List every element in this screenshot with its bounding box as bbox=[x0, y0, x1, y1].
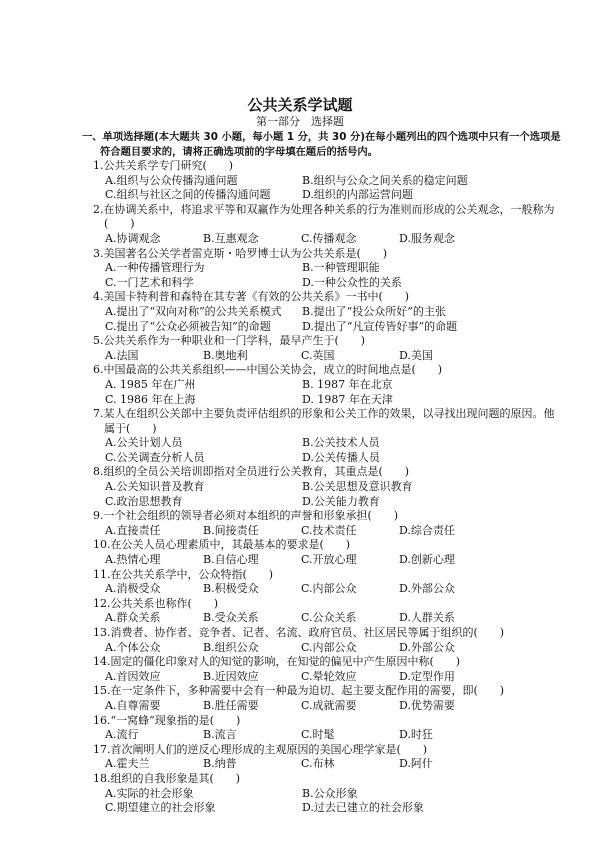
question-item bbox=[0, 159, 600, 203]
option-d: D.服务观念 bbox=[399, 231, 455, 245]
option-b: B.近因效应 bbox=[203, 669, 259, 683]
option-a: A.流行 bbox=[105, 728, 139, 742]
question-item bbox=[0, 203, 600, 247]
option-group bbox=[0, 349, 600, 364]
option-d: D.提出了“凡宣传皆好事”的命题 bbox=[302, 319, 458, 333]
option-d: D.阿什 bbox=[399, 757, 433, 771]
option-c: C.一门艺术和科学 bbox=[105, 275, 194, 289]
option-group bbox=[0, 436, 600, 465]
question-item bbox=[0, 626, 600, 655]
option-group bbox=[0, 480, 600, 509]
question-stem: 2.在协调关系中，将追求平等和双赢作为处理各种关系的行为准则而形成的公关观念，一般称为( ) bbox=[93, 202, 555, 231]
option-group bbox=[0, 378, 600, 407]
question-item bbox=[0, 684, 600, 713]
question-item bbox=[0, 363, 600, 407]
option-b: B.互惠观念 bbox=[203, 231, 259, 245]
option-c: C.成就需要 bbox=[301, 698, 357, 712]
question-item bbox=[0, 407, 600, 465]
option-group bbox=[0, 787, 600, 816]
option-b: B.公关思想及意识教育 bbox=[302, 480, 413, 494]
option-a: A.公关计划人员 bbox=[105, 436, 183, 450]
option-d: D.公关能力教育 bbox=[302, 494, 380, 508]
option-a: A.一种传播管理行为 bbox=[105, 261, 205, 275]
option-a: A.首因效应 bbox=[105, 669, 161, 683]
option-group bbox=[0, 728, 600, 743]
option-d: D.人群关系 bbox=[399, 611, 455, 625]
question-item bbox=[0, 597, 600, 626]
option-a: A.霍夫兰 bbox=[105, 757, 150, 771]
option-c: C.技术责任 bbox=[301, 523, 357, 537]
exam-content bbox=[0, 96, 600, 816]
option-d: D.定型作用 bbox=[399, 669, 455, 683]
option-group bbox=[0, 641, 600, 656]
option-group bbox=[0, 670, 600, 685]
option-a: A.消极受众 bbox=[105, 582, 161, 596]
option-b: B.提出了“投公众所好”的主张 bbox=[302, 304, 446, 318]
option-c: C.提出了“公众必须被告知”的命题 bbox=[105, 319, 271, 333]
option-b: B.组织公众 bbox=[203, 640, 259, 654]
option-b: B.积极受众 bbox=[203, 582, 259, 596]
option-d: D.优势需要 bbox=[399, 698, 455, 712]
option-d: D.创新心理 bbox=[399, 553, 455, 567]
question-stem: 1.公共关系学专门研究( ) bbox=[93, 159, 234, 172]
option-b: B.自信心理 bbox=[203, 553, 259, 567]
question-item bbox=[0, 509, 600, 538]
question-item bbox=[0, 655, 600, 684]
question-item bbox=[0, 465, 600, 509]
option-group bbox=[0, 582, 600, 597]
question-stem: 15.在一定条件下，多种需要中会有一种最为迫切、起主要支配作用的需要，即( ) bbox=[93, 684, 505, 698]
option-c: C.晕轮效应 bbox=[301, 669, 357, 683]
question-stem: 8.组织的全员公关培训即指对全员进行公关教育，其重点是( ) bbox=[93, 465, 410, 479]
question-list bbox=[0, 159, 600, 816]
question-stem: 11.在公共关系学中，公众特指( ) bbox=[93, 567, 274, 581]
option-c: C.英国 bbox=[301, 348, 335, 362]
option-d: D. 1987 年在天津 bbox=[302, 392, 393, 406]
question-stem: 4.美国卡特利普和森特在其专著《有效的公共关系》一书中( ) bbox=[93, 290, 410, 304]
option-c: C.时髦 bbox=[301, 728, 335, 742]
part-subtitle: 第一部分 选择题 bbox=[256, 115, 344, 128]
question-stem: 16.“一窝蜂”现象指的是( ) bbox=[93, 713, 241, 727]
question-item bbox=[0, 714, 600, 743]
question-stem: 3.美国著名公关学者雷克斯・哈罗博士认为公共关系是( ) bbox=[93, 246, 388, 260]
option-b: B.间接责任 bbox=[203, 523, 259, 537]
option-a: A.热情心理 bbox=[105, 553, 161, 567]
question-stem: 12.公共关系也称作( ) bbox=[93, 596, 219, 610]
question-stem: 17.首次阐明人们的逆反心理形成的主观原因的美国心理学家是( ) bbox=[93, 742, 428, 756]
option-a: A. 1985 年在广州 bbox=[105, 377, 196, 391]
option-group bbox=[0, 232, 600, 247]
question-item bbox=[0, 568, 600, 597]
option-a: A.自尊需要 bbox=[105, 698, 161, 712]
question-item bbox=[0, 247, 600, 291]
question-stem: 5.公共关系作为一种职业和一门学科，最早产生于( ) bbox=[93, 334, 366, 348]
question-stem: 10.在公关人员心理素质中，其最基本的要求是( ) bbox=[93, 538, 351, 552]
question-item bbox=[0, 290, 600, 334]
option-c: C.政治思想教育 bbox=[105, 494, 183, 508]
option-group bbox=[0, 611, 600, 626]
question-item bbox=[0, 772, 600, 816]
option-c: C.公众关系 bbox=[301, 611, 357, 625]
question-item bbox=[0, 538, 600, 567]
option-b: B.奥地利 bbox=[203, 348, 248, 362]
option-group bbox=[0, 261, 600, 290]
option-c: C.内部公众 bbox=[301, 582, 357, 596]
option-a: A.直接责任 bbox=[105, 523, 161, 537]
question-item bbox=[0, 743, 600, 772]
question-stem: 6.中国最高的公共关系组织——中国公关协会，成立的时间地点是( ) bbox=[93, 363, 443, 377]
question-stem: 18.组织的自我形象是其( ) bbox=[93, 771, 241, 785]
option-c: C.组织与社区之间的传播沟通问题 bbox=[105, 188, 271, 202]
option-d: D.美国 bbox=[399, 348, 433, 362]
option-a: A.群众关系 bbox=[105, 611, 161, 625]
option-c: C.传播观念 bbox=[301, 231, 357, 245]
option-d: D.组织的内部运营问题 bbox=[302, 188, 413, 202]
question-stem: 13.消费者、协作者、竞争者、记者、名流、政府官员、社区居民等属于组织的( ) bbox=[93, 626, 505, 639]
option-a: A.个体公众 bbox=[105, 640, 161, 654]
option-d: D.过去已建立的社会形象 bbox=[302, 801, 424, 815]
option-d: D.外部公众 bbox=[399, 640, 455, 654]
option-b: B.公众形象 bbox=[302, 786, 358, 800]
page-title: 公共关系学试题 bbox=[247, 96, 353, 114]
option-a: A.法国 bbox=[105, 348, 139, 362]
option-a: A.组织与公众传播沟通问题 bbox=[105, 173, 238, 187]
question-stem: 9.一个社会组织的领导者必须对本组织的声誉和形象承担( ) bbox=[93, 509, 399, 523]
option-c: C. 1986 年在上海 bbox=[105, 392, 196, 406]
option-c: C.期望建立的社会形象 bbox=[105, 801, 216, 815]
question-stem: 14.固定的僵化印象对人的知觉的影响，在知觉的偏见中产生原因中称( ) bbox=[93, 655, 461, 669]
option-group bbox=[0, 553, 600, 568]
option-group bbox=[0, 524, 600, 539]
option-b: B.流言 bbox=[203, 728, 237, 742]
option-d: D.公关传播人员 bbox=[302, 450, 380, 464]
option-group bbox=[0, 305, 600, 334]
question-item bbox=[0, 334, 600, 363]
option-b: B.纳普 bbox=[203, 757, 237, 771]
option-d: D.一种公众性的关系 bbox=[302, 275, 402, 289]
option-b: B.受众关系 bbox=[203, 611, 259, 625]
option-b: B.一种管理职能 bbox=[302, 261, 380, 275]
option-b: B.公关技术人员 bbox=[302, 436, 380, 450]
option-group bbox=[0, 174, 600, 203]
option-c: C.内部公众 bbox=[301, 640, 357, 654]
option-c: C.开放心理 bbox=[301, 553, 357, 567]
section-instruction: 一、单项选择题(本大题共 30 小题，每小题 1 分，共 30 分)在每小题列出的四个选项中只有一个选项是符合题目要求的，请将正确选项前的字母填在题后的括号内。 bbox=[82, 131, 561, 158]
option-b: B. 1987 年在北京 bbox=[302, 377, 393, 391]
question-stem: 7.某人在组织公关部中主要负责评估组织的形象和公关工作的效果，以寻找出现问题的原因。他属于( ) bbox=[93, 407, 555, 435]
option-b: B.组织与公众之间关系的稳定问题 bbox=[302, 173, 468, 187]
option-d: D.时狂 bbox=[399, 728, 433, 742]
option-c: C.公关调查分析人员 bbox=[105, 450, 205, 464]
option-group bbox=[0, 699, 600, 714]
option-a: A.提出了“双向对称”的公共关系模式 bbox=[105, 304, 282, 318]
option-a: A.公关知识普及教育 bbox=[105, 480, 205, 494]
option-c: C.布林 bbox=[301, 757, 335, 771]
option-b: B.胜任需要 bbox=[203, 698, 259, 712]
option-a: A.实际的社会形象 bbox=[105, 786, 194, 800]
option-group bbox=[0, 757, 600, 772]
option-d: D.综合责任 bbox=[399, 523, 455, 537]
option-a: A.协调观念 bbox=[105, 231, 161, 245]
option-d: D.外部公众 bbox=[399, 582, 455, 596]
